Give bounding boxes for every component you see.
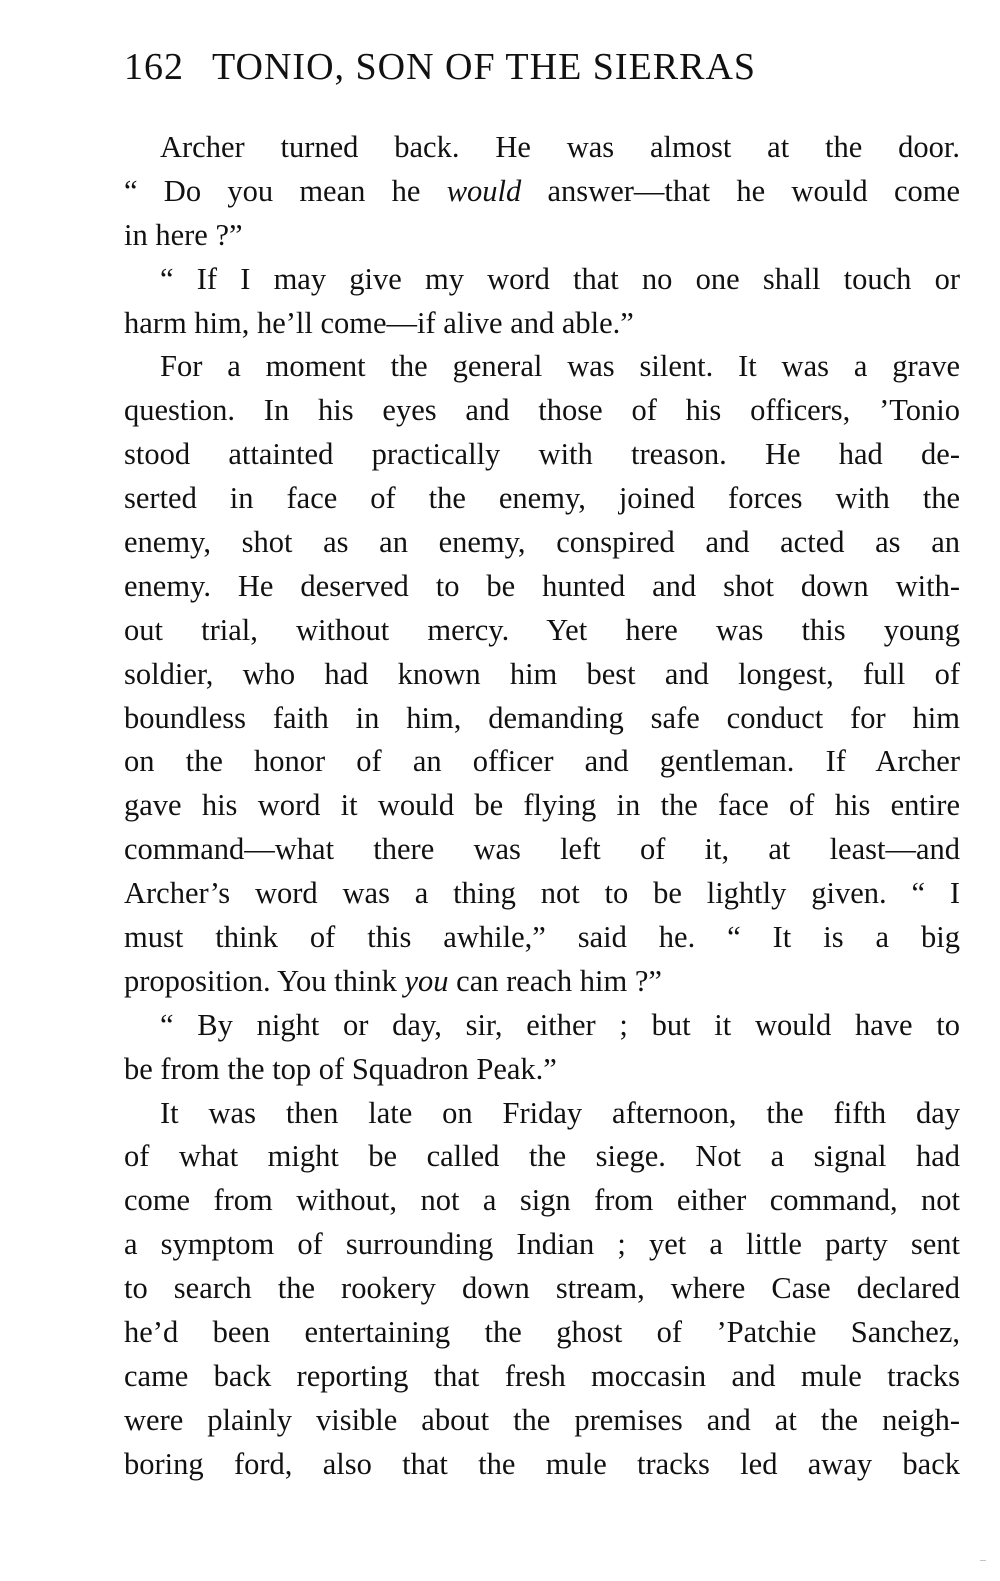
corner-mark: ... xyxy=(980,1554,986,1563)
text-line-7: question. In his eyes and those of his officers, ’Tonio xyxy=(124,393,960,428)
text-line-27: to search the rookery down stream, where Case declared xyxy=(124,1271,960,1306)
text-line-26: a symptom of surrounding Indian ; yet a little party sent xyxy=(124,1227,960,1262)
text-line-20-part-2: can reach him ?” xyxy=(448,963,662,998)
text-line-3: in here ?” xyxy=(124,217,243,252)
text-line-11: enemy. He deserved to be hunted and shot down with- xyxy=(124,568,960,603)
text-line-31: boring ford, also that the mule tracks led away back xyxy=(124,1446,960,1481)
text-line-21: “ By night or day, sir, either ; but it would have to xyxy=(160,1007,960,1042)
emphasis-you: you xyxy=(404,963,449,998)
text-line-2 xyxy=(124,170,960,214)
text-line-28: he’d been entertaining the ghost of ’Patchie Sanchez, xyxy=(124,1315,960,1350)
text-line-22: be from the top of Squadron Peak.” xyxy=(124,1051,557,1086)
text-line-8: stood attainted practically with treason. He had de- xyxy=(124,437,960,472)
text-line-2-part-2: answer—that he would come xyxy=(521,173,960,208)
running-head xyxy=(124,42,890,92)
text-line-5: harm him, he’ll come—if alive and able.” xyxy=(124,305,634,340)
text-line-1: Archer turned back. He was almost at the door. xyxy=(160,130,960,164)
book-title: TONIO, SON OF THE SIERRAS xyxy=(212,46,757,88)
text-line-10: enemy, shot as an enemy, conspired and acted as an xyxy=(124,525,960,560)
text-line-29: came back reporting that fresh moccasin and mule tracks xyxy=(124,1358,960,1393)
text-line-2-part-1: “ Do you mean he xyxy=(124,173,447,208)
text-line-19: must think of this awhile,” said he. “ It is a big xyxy=(124,920,960,955)
text-line-23: It was then late on Friday afternoon, the fifth day xyxy=(160,1095,960,1130)
text-line-24: of what might be called the siege. Not a signal had xyxy=(124,1139,960,1174)
text-line-17: command—what there was left of it, at least—and xyxy=(124,832,960,867)
text-line-16: gave his word it would be flying in the face of his entire xyxy=(124,788,960,823)
body-text xyxy=(124,126,960,1487)
page-number: 162 xyxy=(124,46,184,88)
text-line-20 xyxy=(124,960,960,1004)
text-line-6: For a moment the general was silent. It was a grave xyxy=(160,349,960,384)
text-line-12: out trial, without mercy. Yet here was this young xyxy=(124,612,960,647)
text-line-4: “ If I may give my word that no one shall touch or xyxy=(160,261,960,296)
text-line-14: boundless faith in him, demanding safe conduct for him xyxy=(124,700,960,735)
text-line-25: come from without, not a sign from either command, not xyxy=(124,1183,960,1218)
text-line-15: on the honor of an officer and gentleman. If Archer xyxy=(124,744,960,779)
emphasis-would: would xyxy=(446,173,522,208)
text-line-30: were plainly visible about the premises and at the neigh- xyxy=(124,1402,960,1437)
text-line-9: serted in face of the enemy, joined forces with the xyxy=(124,481,960,516)
text-line-18: Archer’s word was a thing not to be lightly given. “ I xyxy=(124,876,960,911)
text-line-13: soldier, who had known him best and longest, full of xyxy=(124,656,960,691)
text-line-20-part-1: proposition. You think xyxy=(124,963,405,998)
